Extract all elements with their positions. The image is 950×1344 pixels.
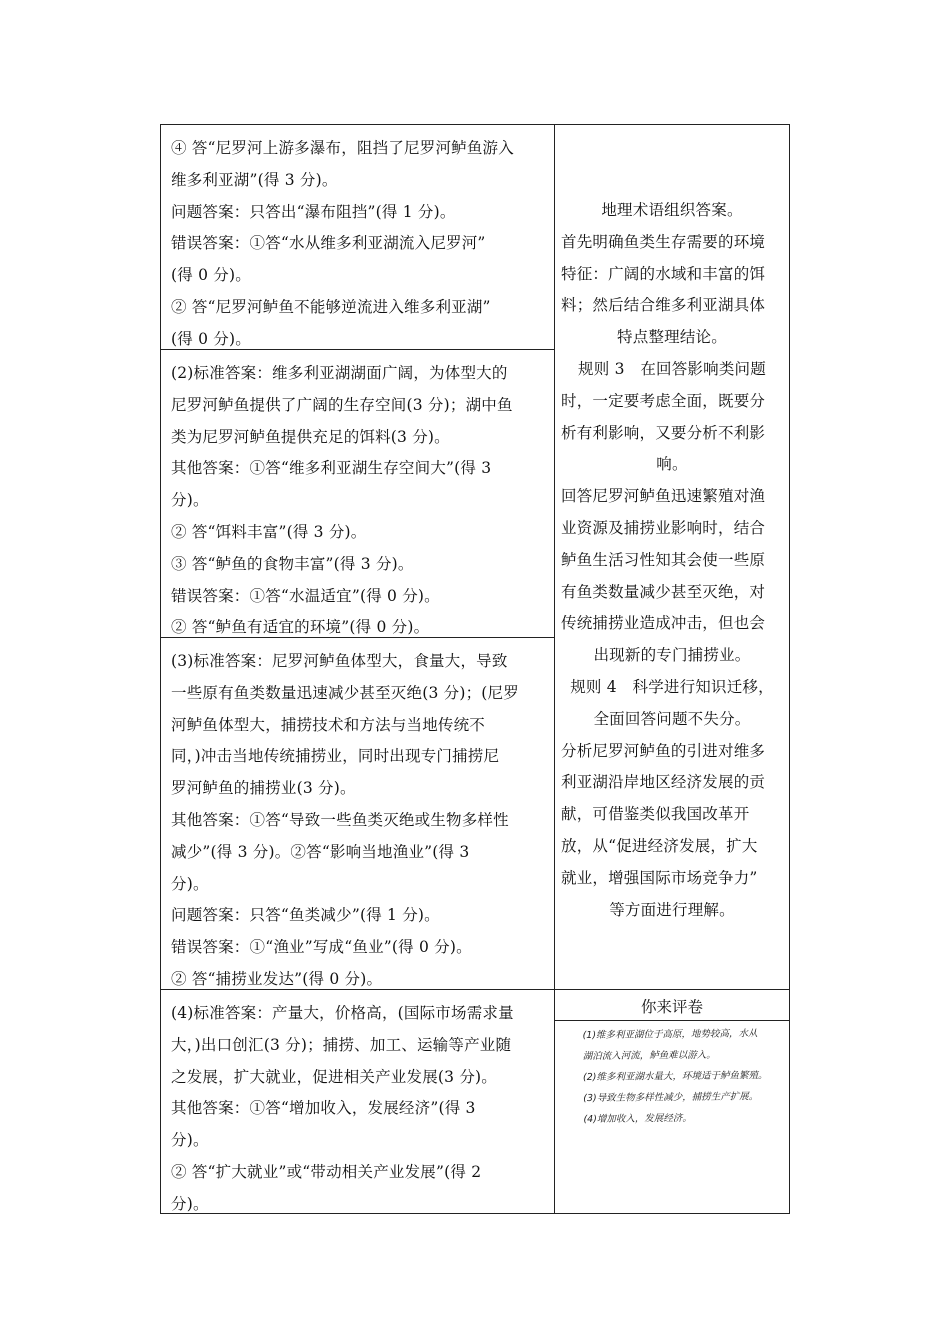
review-title: 你来评卷	[640, 998, 703, 1016]
text-line: (2)标准答案：维多利亚湖湖面广阔，为体型大的	[171, 364, 508, 382]
review-underline	[555, 1020, 789, 1021]
text-line: 同，)冲击当地传统捕捞业，同时出现专门捕捞尼	[171, 747, 500, 766]
text-line: 鲈鱼生活习性知其会使一些原	[561, 550, 766, 569]
text-line: 首先明确鱼类生存需要的环境	[561, 232, 766, 251]
text-line: 料；然后结合维多利亚湖具体	[561, 296, 766, 315]
rules-column	[555, 195, 789, 926]
text-line: 其他答案：①答“导致一些鱼类灭绝或生物多样性	[171, 810, 509, 829]
answer-cell-2	[161, 350, 554, 637]
text-line: (3)标准答案：尼罗河鲈鱼体型大，食量大，导致	[171, 652, 508, 670]
text-line: 分析尼罗河鲈鱼的引进对维多	[561, 741, 766, 760]
text-line: 献，可借鉴类似我国改革开	[561, 805, 750, 824]
text-line: 传统捕捞业造成冲击，但也会	[561, 614, 766, 633]
handwriting-line: (2)维多利亚湖水量大，环境适于鲈鱼繁殖。	[582, 1070, 768, 1084]
handwriting-line: 湖泊流入河流，鲈鱼难以游入。	[582, 1049, 716, 1063]
text-line: 业资源及捕捞业影响时，结合	[561, 518, 766, 537]
handwritten-answer	[582, 1023, 783, 1130]
answer-cell-4	[161, 990, 554, 1214]
text-line: (4)标准答案：产量大，价格高，(国际市场需求量	[171, 1004, 514, 1022]
answer-cell-1	[161, 125, 554, 349]
text-line: 维多利亚湖”(得 3 分)。	[171, 170, 338, 189]
text-line: ② 答“鲈鱼有适宜的环境”(得 0 分)。	[171, 618, 430, 637]
text-line: ③ 答“鲈鱼的食物丰富”(得 3 分)。	[171, 554, 414, 573]
text-line: (得 0 分)。	[171, 329, 251, 348]
text-line: 析有利影响，又要分析不利影	[561, 423, 766, 442]
text-line: 特点整理结论。	[617, 328, 727, 347]
text-line: 问题答案：只答出“瀑布阻挡”(得 1 分)。	[171, 202, 456, 221]
text-line: (得 0 分)。	[171, 266, 251, 285]
handwriting-line: (3)导致生物多样性减少，捕捞生产扩展。	[583, 1091, 759, 1105]
rule-4-heading: 规则 4 科学进行知识迁移，	[570, 677, 774, 696]
text-line: 尼罗河鲈鱼提供了广阔的生存空间(3 分)；湖中鱼	[171, 395, 513, 414]
text-line: 就业，增强国际市场竞争力”	[561, 868, 758, 887]
answer-table	[160, 124, 790, 1214]
text-line: 响。	[656, 455, 688, 474]
text-line: 分)。	[171, 1194, 209, 1213]
text-line: 有鱼类数量减少甚至灭绝，对	[561, 582, 766, 601]
rule-3-heading: 规则 3 在回答影响类问题	[578, 359, 766, 378]
text-line: 回答尼罗河鲈鱼迅速繁殖对渔	[561, 487, 766, 506]
text-line: ④ 答“尼罗河上游多瀑布，阻挡了尼罗河鲈鱼游入	[171, 139, 514, 157]
text-line: 错误答案：①答“水温适宜”(得 0 分)。	[171, 586, 440, 605]
text-line: ② 答“捕捞业发达”(得 0 分)。	[171, 969, 383, 988]
text-line: 大，)出口创汇(3 分)；捕捞、加工、运输等产业随	[171, 1035, 512, 1054]
text-line: 减少”(得 3 分)。②答“影响当地渔业”(得 3	[171, 842, 470, 861]
text-line: 其他答案：①答“增加收入，发展经济”(得 3	[171, 1099, 476, 1118]
text-line: 一些原有鱼类数量迅速减少甚至灭绝(3 分)；(尼罗	[171, 683, 519, 702]
handwriting-line: (4)增加收入，发展经济。	[583, 1112, 692, 1126]
text-line: 河鲈鱼体型大，捕捞技术和方法与当地传统不	[171, 715, 486, 734]
text-line: 错误答案：①答“水从维多利亚湖流入尼罗河”	[171, 234, 486, 253]
text-line: 特征：广阔的水域和丰富的饵	[561, 264, 766, 283]
text-line: 放，从“促进经济发展，扩大	[561, 836, 758, 855]
text-line: 罗河鲈鱼的捕捞业(3 分)。	[171, 779, 356, 798]
handwriting-line: (1)维多利亚湖位于高原，地势较高，水从	[582, 1028, 758, 1042]
text-line: 地理术语组织答案。	[601, 201, 743, 219]
text-line: 分)。	[171, 874, 209, 893]
text-line: 分)。	[171, 491, 209, 510]
text-line: 利亚湖沿岸地区经济发展的贡	[561, 773, 766, 792]
text-line: 全面回答问题不失分。	[593, 709, 751, 728]
text-line: 其他答案：①答“维多利亚湖生存空间大”(得 3	[171, 459, 492, 478]
text-line: 之发展，扩大就业，促进相关产业发展(3 分)。	[171, 1067, 497, 1086]
text-line: 错误答案：①“渔业”写成“鱼业”(得 0 分)。	[171, 938, 472, 957]
text-line: 出现新的专门捕捞业。	[593, 646, 751, 665]
text-line: 时，一定要考虑全面，既要分	[561, 391, 766, 410]
review-box	[555, 990, 789, 1214]
text-line: ② 答“饵料丰富”(得 3 分)。	[171, 522, 367, 541]
text-line: 问题答案：只答“鱼类减少”(得 1 分)。	[171, 906, 440, 925]
text-line: 分)。	[171, 1131, 209, 1150]
text-line: 等方面进行理解。	[609, 900, 735, 919]
text-line: 类为尼罗河鲈鱼提供充足的饵料(3 分)。	[171, 427, 450, 446]
text-line: ② 答“尼罗河鲈鱼不能够逆流进入维多利亚湖”	[171, 297, 491, 316]
text-line: ② 答“扩大就业”或“带动相关产业发展”(得 2	[171, 1162, 482, 1181]
answer-cell-3	[161, 638, 554, 989]
